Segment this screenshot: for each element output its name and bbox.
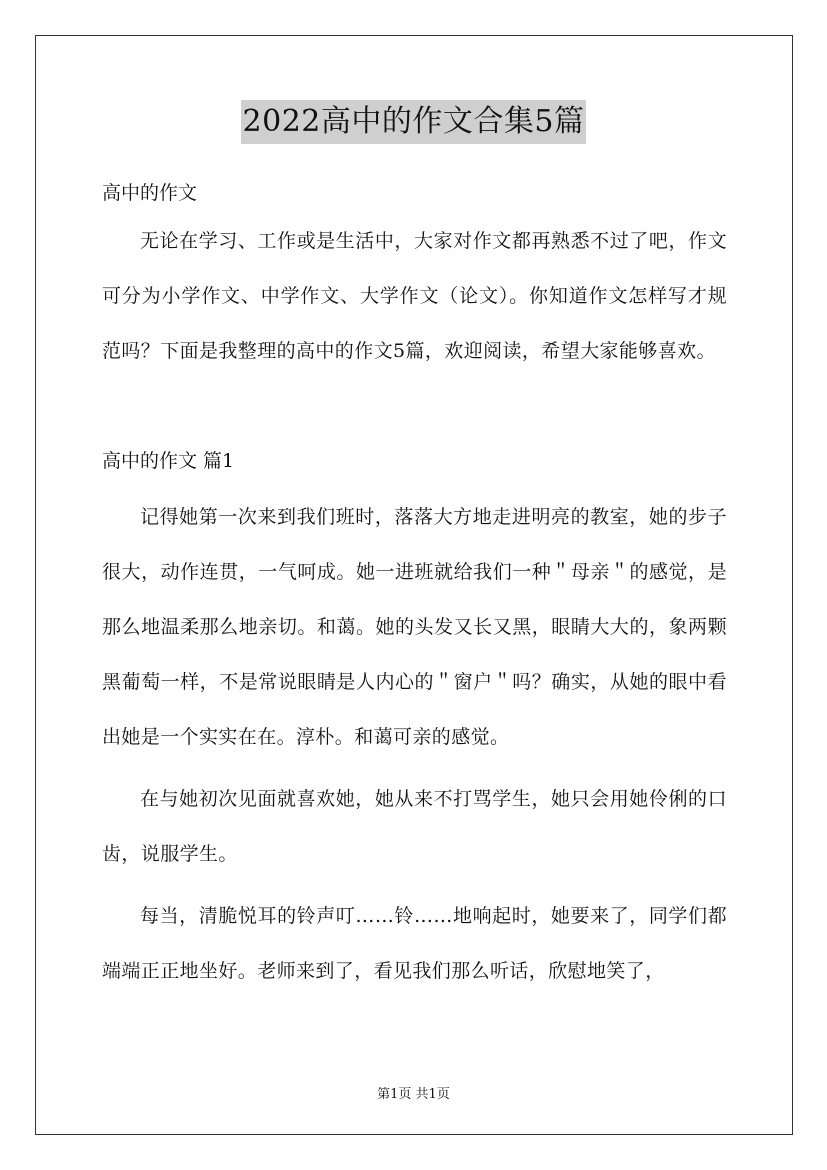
title-area <box>0 100 827 144</box>
essay-1-paragraph: 在与她初次见面就喜欢她，她从来不打骂学生，她只会用她伶俐的口齿，说服学生。 <box>102 788 727 865</box>
essay-1-paragraph: 每当，清脆悦耳的铃声叮……铃……地响起时，她要来了，同学们都端端正正地坐好。老师来到了，看见我们那么听话，欣慰地笑了， <box>102 905 727 982</box>
spacer <box>102 482 727 490</box>
essay-1-heading: 高中的作文 篇1 <box>102 450 235 472</box>
intro-paragraph: 无论在学习、工作或是生活中，大家对作文都再熟悉不过了吧，作文可分为小学作文、中学作文、大学作文（论文）。你知道作文怎样写才规范吗？下面是我整理的高中的作文5篇，欢迎阅读，希望大家能够喜欢。 <box>102 230 727 362</box>
document-title: 2022高中的作文合集5篇 <box>241 100 587 144</box>
spacer <box>102 882 727 889</box>
spacer <box>102 765 727 772</box>
document-body <box>102 173 727 999</box>
page-number-label: 第1页 共1页 <box>377 1087 450 1102</box>
spacer <box>102 379 727 441</box>
intro-heading: 高中的作文 <box>102 182 198 204</box>
essay-1-paragraph: 记得她第一次来到我们班时，落落大方地走进明亮的教室，她的步子很大，动作连贯，一气呵成。她一进班就给我们一种＂母亲＂的感觉，是那么地温柔那么地亲切。和蔼。她的头发又长又黑，眼睛大大的，象两颗黑葡萄一样，不是常说眼睛是人内心的＂窗户＂吗？确实，从她的眼中看出她是一个实实在在。淳朴。和蔼可亲的感觉。 <box>102 506 727 748</box>
page-footer <box>0 1083 827 1102</box>
